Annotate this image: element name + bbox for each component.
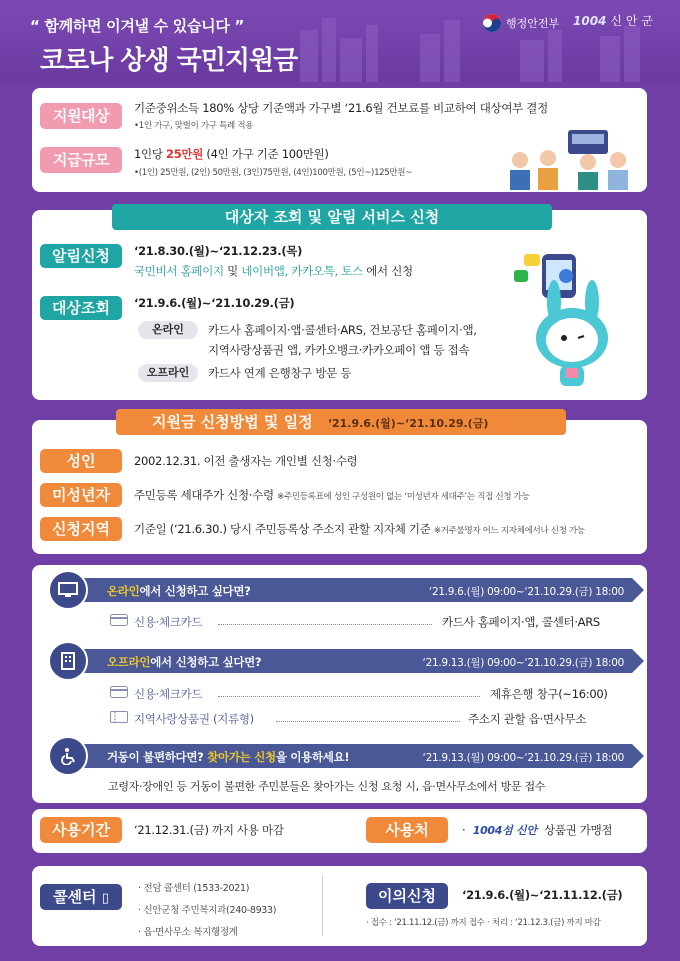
building-icon xyxy=(48,641,88,681)
adult-badge: 성인 xyxy=(40,449,122,473)
visit-title-hl: 찾아가는 신청 xyxy=(207,750,276,764)
callcenter-label: 콜센터 xyxy=(53,888,97,906)
online-item: 신용·체크카드 xyxy=(134,615,203,629)
visit-title-end: 을 이용하세요! xyxy=(275,750,350,764)
place-desc: 상품권 가맹점 xyxy=(544,823,613,837)
minor-badge: 미성년자 xyxy=(40,483,122,507)
county-name: 신 안 군 xyxy=(610,14,653,28)
place-badge: 사용처 xyxy=(366,817,448,843)
online-where: 카드사 홈페이지·앱, 콜센터·ARS xyxy=(442,615,600,629)
offline-title-rest: 에서 신청하고 싶다면? xyxy=(150,655,262,669)
card-icon xyxy=(110,614,128,626)
region-note: ※거주불명자 어느 지자체에서나 신청 가능 xyxy=(433,526,585,536)
offline-item-2: 지역사랑상품권 (지류형) xyxy=(134,712,254,726)
online-line-1: 카드사 홈페이지·앱·콜센터·ARS, 건보공단 홈페이지·앱, xyxy=(208,323,477,337)
visit-method-bar xyxy=(52,744,632,768)
header xyxy=(0,0,680,82)
objection-badge: 이의신청 xyxy=(366,883,448,909)
county-logo-mark: 1004 xyxy=(573,13,607,28)
call-line-3: · 읍·면사무소 복지행정계 xyxy=(138,927,238,938)
county-logo xyxy=(573,12,653,29)
offline-where-1: 제휴은행 창구(~16:00) xyxy=(490,687,608,701)
region-text xyxy=(134,521,585,537)
scale-note: •(1인) 25만원, (2인) 50만원, (3인)75만원, (4인)100만원, (5인~)125만원~ xyxy=(134,168,413,178)
ministry-logo xyxy=(482,13,559,33)
lookup-banner: 대상자 조회 및 알림 서비스 신청 xyxy=(112,204,552,230)
scale-prefix: 1인당 xyxy=(134,147,166,161)
visit-desc: 고령자·장애인 등 거동이 불편한 주민분들은 찾아가는 신청 요청 시, 읍·면사무소에서 방문 접수 xyxy=(108,780,546,793)
alert-channels xyxy=(134,263,413,279)
scale-amount: 25만원 xyxy=(166,147,204,161)
phone-icon: ▯ xyxy=(101,891,109,906)
place-bullet: · xyxy=(462,823,466,837)
visit-title: 거동이 불편하다면? xyxy=(107,750,208,764)
offline-method-title xyxy=(107,654,261,670)
period-badge: 사용기간 xyxy=(40,817,122,843)
period-text: ‘21.12.31.(금) 까지 사용 마감 xyxy=(134,823,284,837)
card-icon xyxy=(110,686,128,698)
visit-method-title xyxy=(107,749,349,765)
check-badge: 대상조회 xyxy=(40,296,122,320)
computer-icon xyxy=(48,570,88,610)
wheelchair-icon xyxy=(48,736,88,776)
target-text: 기준중위소득 180% 상당 기준액과 가구별 ‘21.6월 건보료를 비교하여 대상여부 결정 xyxy=(134,101,548,115)
contact-card xyxy=(32,866,647,946)
objection-date: ‘21.9.6.(월)~‘21.11.12.(금) xyxy=(462,888,623,902)
check-date: ‘21.9.6.(월)~‘21.10.29.(금) xyxy=(134,296,295,310)
minor-text xyxy=(134,487,530,503)
offline-text: 카드사 연계 은행창구 방문 등 xyxy=(208,366,352,380)
alert-channel-2: 네이버앱, 카카오톡, 토스 xyxy=(241,264,363,278)
online-method-time: ‘21.9.6.(월) 09:00~‘21.10.29.(금) 18:00 xyxy=(428,586,624,598)
offline-pill: 오프라인 xyxy=(138,364,198,382)
call-line-2: · 신안군청 주민복지과(240-8933) xyxy=(138,905,277,916)
people-illustration xyxy=(500,128,640,190)
scale-badge: 지급규모 xyxy=(40,147,122,173)
alert-mid: 및 xyxy=(223,264,242,278)
call-line-1: · 전담 콜센터 (1533-2021) xyxy=(138,883,250,894)
alert-channel-1: 국민비서 홈페이지 xyxy=(134,264,224,278)
online-method-title xyxy=(107,583,251,599)
ministry-name: 행정안전부 xyxy=(506,17,560,30)
minor-main: 주민등록 세대주가 신청·수령 xyxy=(134,488,274,502)
apply-banner xyxy=(116,409,566,435)
slogan: “ 함께하면 이겨낼 수 있습니다 ” xyxy=(30,17,245,35)
apply-banner-date: ‘21.9.6.(월)~‘21.10.29.(금) xyxy=(327,417,489,430)
alert-end: 에서 신청 xyxy=(362,264,413,278)
place-text xyxy=(462,822,612,838)
alert-badge: 알림신청 xyxy=(40,244,122,268)
scale-text xyxy=(134,146,329,162)
offline-method-time: ‘21.9.13.(월) 09:00~‘21.10.29.(금) 18:00 xyxy=(422,657,624,669)
adult-text: 2002.12.31. 이전 출생자는 개인별 신청·수령 xyxy=(134,454,358,468)
objection-note: · 접수 : ‘21.11.12.(금) 까지 접수 · 처리 : ‘21.12.3.(금) 까지 마감 xyxy=(366,918,601,928)
page-title: 코로나 상생 국민지원금 xyxy=(40,46,298,76)
scale-suffix: (4인 가구 기준 100만원) xyxy=(203,147,329,161)
offline-title-hl: 오프라인 xyxy=(107,655,151,669)
region-badge: 신청지역 xyxy=(40,517,122,541)
target-note: •1인 가구, 맞벌이 가구 특례 적용 xyxy=(134,121,254,131)
online-method-bar xyxy=(52,578,632,602)
online-line-2: 지역사랑상품권 앱, 카카오뱅크·카카오페이 앱 등 접속 xyxy=(208,343,470,357)
offline-method-bar xyxy=(52,649,632,673)
region-main: 기준일 (‘21.6.30.) 당시 주민등록상 주소지 관할 지자체 기준 xyxy=(134,522,431,536)
shinan-logo: 1004섬 신안 xyxy=(472,824,537,837)
callcenter-badge xyxy=(40,884,122,910)
minor-note: ※주민등록표에 성인 구성원이 없는 ‘미성년자 세대주’는 직접 신청 가능 xyxy=(277,492,530,502)
visit-method-time: ‘21.9.13.(월) 09:00~‘21.10.29.(금) 18:00 xyxy=(422,752,624,764)
voucher-icon xyxy=(110,711,128,723)
alert-date: ‘21.8.30.(월)~‘21.12.23.(목) xyxy=(134,244,303,258)
online-pill: 온라인 xyxy=(138,321,198,339)
taegeuk-icon xyxy=(482,13,502,33)
offline-where-2: 주소지 관할 읍·면사무소 xyxy=(468,712,587,726)
rabbit-mascot-illustration xyxy=(502,248,642,388)
offline-item-1: 신용·체크카드 xyxy=(134,687,203,701)
target-badge: 지원대상 xyxy=(40,103,122,129)
online-title-rest: 에서 신청하고 싶다면? xyxy=(139,584,251,598)
apply-banner-title: 지원금 신청방법 및 일정 xyxy=(152,413,313,431)
online-title-hl: 온라인 xyxy=(107,584,140,598)
